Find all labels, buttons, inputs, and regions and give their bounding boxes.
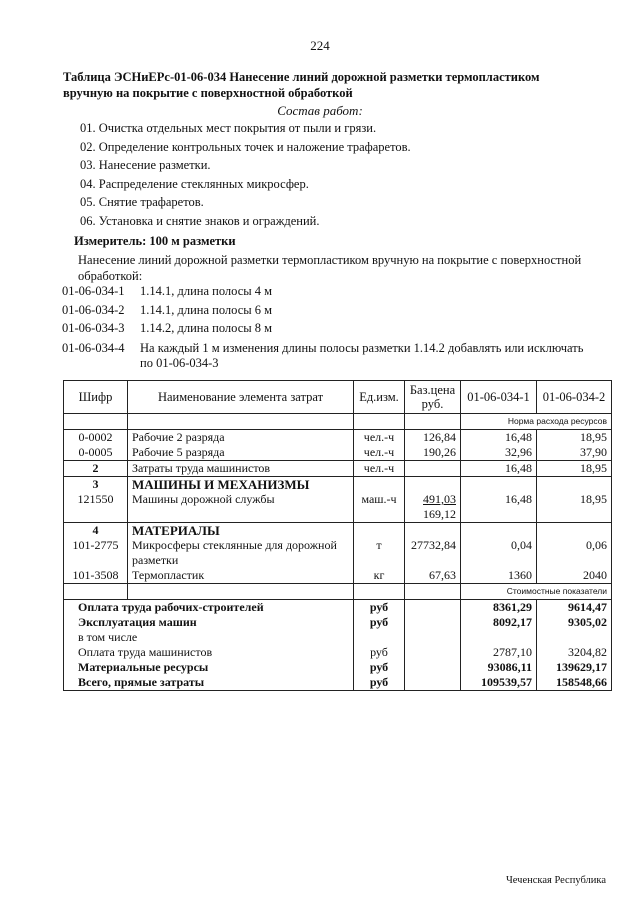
section-code: 3 <box>64 477 128 493</box>
cell-price: 27732,84 <box>405 538 461 568</box>
table-row <box>64 492 612 523</box>
norm-label: Норма расхода ресурсов <box>461 414 612 430</box>
cell-code: 121550 <box>64 492 128 523</box>
total-name: Оплата труда машинистов <box>64 645 354 660</box>
cell-name: Микросферы стеклянные для дорожной разметки <box>128 538 354 568</box>
code-text: На каждый 1 м изменения длины полосы разметки 1.14.2 добавлять или исключать <box>140 341 584 355</box>
measurement-unit: Измеритель: 100 м разметки <box>74 234 236 248</box>
header-col2: 01-06-034-2 <box>537 381 612 414</box>
total-name: Материальные ресурсы <box>64 660 354 675</box>
cell-value-1: 32,96 <box>461 445 537 461</box>
cell-value-2: 2040 <box>537 568 612 584</box>
total-value-1: 2787,10 <box>461 645 537 660</box>
price-value-2: 169,12 <box>423 507 456 521</box>
cell-price <box>405 461 461 477</box>
cell-value-1: 1360 <box>461 568 537 584</box>
cell-value-1: 16,48 <box>461 461 537 477</box>
table-row <box>64 568 612 584</box>
cost-label: Стоимостные показатели <box>461 584 612 600</box>
cell-code: 101-3508 <box>64 568 128 584</box>
total-value-1: 8092,17 <box>461 615 537 630</box>
cell-code: 0-0002 <box>64 430 128 446</box>
cell-code: 0-0005 <box>64 445 128 461</box>
cell-name: Затраты труда машинистов <box>128 461 354 477</box>
code-text: 1.14.1, длина полосы 4 м <box>140 284 273 298</box>
table-row <box>64 461 612 477</box>
total-unit: руб <box>354 660 405 675</box>
title-line-1: Таблица ЭСНиЕРс-01-06-034 Нанесение линий дорожной разметки термопластиком <box>63 70 540 84</box>
cell-value-1: 16,48 <box>461 430 537 446</box>
cell-name: Машины дорожной службы <box>128 492 354 523</box>
total-row <box>64 615 612 630</box>
total-row <box>64 675 612 691</box>
total-unit: руб <box>354 645 405 660</box>
code-row <box>62 284 622 300</box>
section-code: 4 <box>64 523 128 539</box>
work-item: 05. Снятие трафаретов. <box>80 195 204 209</box>
cell-unit: чел.-ч <box>354 430 405 446</box>
total-unit: руб <box>354 675 405 691</box>
total-value-1: 109539,57 <box>461 675 537 691</box>
total-name: Эксплуатация машин <box>64 615 354 630</box>
total-unit: руб <box>354 600 405 616</box>
total-value-2: 9305,02 <box>537 615 612 630</box>
cell-value-2: 0,06 <box>537 538 612 568</box>
table-row <box>64 445 612 461</box>
total-value-2: 3204,82 <box>537 645 612 660</box>
cell-price: 126,84 <box>405 430 461 446</box>
code-continuation: по 01-06-034-3 <box>140 356 219 370</box>
total-value-2: 158548,66 <box>537 675 612 691</box>
total-value-1: 8361,29 <box>461 600 537 616</box>
cell-value-1: 0,04 <box>461 538 537 568</box>
cell-value-2: 18,95 <box>537 492 612 523</box>
work-item: 06. Установка и снятие знаков и ограждений. <box>80 214 320 228</box>
code-text: 1.14.2, длина полосы 8 м <box>140 321 273 335</box>
table-row <box>64 538 612 568</box>
cell-unit: чел.-ч <box>354 461 405 477</box>
cell-value-2: 18,95 <box>537 461 612 477</box>
cell-unit: чел.-ч <box>354 445 405 461</box>
work-item: 03. Нанесение разметки. <box>80 158 211 172</box>
header-unit: Ед.изм. <box>354 381 405 414</box>
header-price: Баз.цена руб. <box>405 381 461 414</box>
total-row <box>64 645 612 660</box>
cell-unit: маш.-ч <box>354 492 405 523</box>
table-title <box>63 69 583 101</box>
resource-table <box>63 380 612 691</box>
code: 01-06-034-1 <box>62 284 125 298</box>
description: Нанесение линий дорожной разметки термопластиком вручную на покрытие с поверхностной обработкой: <box>78 253 582 283</box>
header-col1: 01-06-034-1 <box>461 381 537 414</box>
header-name: Наименование элемента затрат <box>128 381 354 414</box>
section-row <box>64 523 612 539</box>
total-value-2: 9614,47 <box>537 600 612 616</box>
work-item: 02. Определение контрольных точек и наложение трафаретов. <box>80 140 411 154</box>
total-name: в том числе <box>64 630 354 645</box>
section-name: МАТЕРИАЛЫ <box>128 523 354 539</box>
cell-name: Рабочие 5 разряда <box>128 445 354 461</box>
header-code: Шифр <box>64 381 128 414</box>
total-name: Всего, прямые затраты <box>64 675 354 691</box>
section-row <box>64 477 612 493</box>
price-value-1: 491,03 <box>423 492 456 506</box>
work-item: 04. Распределение стеклянных микросфер. <box>80 177 309 191</box>
total-row <box>64 600 612 616</box>
total-row <box>64 660 612 675</box>
title-line-2: вручную на покрытие с поверхностной обработкой <box>63 86 353 100</box>
work-item: 01. Очистка отдельных мест покрытия от пыли и грязи. <box>80 121 377 135</box>
cell-value-2: 37,90 <box>537 445 612 461</box>
cell-price: 67,63 <box>405 568 461 584</box>
code: 01-06-034-4 <box>62 341 125 355</box>
cell-name: Термопластик <box>128 568 354 584</box>
code-text: 1.14.1, длина полосы 6 м <box>140 303 273 317</box>
code-row <box>62 303 622 319</box>
total-name: Оплата труда рабочих-строителей <box>64 600 354 616</box>
cell-unit: кг <box>354 568 405 584</box>
code: 01-06-034-2 <box>62 303 125 317</box>
total-row <box>64 630 612 645</box>
cell-code: 101-2775 <box>64 538 128 568</box>
footer-region: Чеченская Республика <box>505 875 606 886</box>
total-value-2: 139629,17 <box>537 660 612 675</box>
cell-code: 2 <box>64 461 128 477</box>
table-row <box>64 430 612 446</box>
total-unit: руб <box>354 615 405 630</box>
cell-unit: т <box>354 538 405 568</box>
code-row <box>62 341 622 357</box>
page-number: 224 <box>310 38 330 53</box>
cell-name: Рабочие 2 разряда <box>128 430 354 446</box>
cell-value-2: 18,95 <box>537 430 612 446</box>
cell-value-1: 16,48 <box>461 492 537 523</box>
cell-price <box>405 492 461 523</box>
composition-heading: Состав работ: <box>277 103 363 118</box>
cell-price: 190,26 <box>405 445 461 461</box>
total-value-1: 93086,11 <box>461 660 537 675</box>
code-row <box>62 321 622 337</box>
code: 01-06-034-3 <box>62 321 125 335</box>
section-name: МАШИНЫ И МЕХАНИЗМЫ <box>128 477 354 493</box>
